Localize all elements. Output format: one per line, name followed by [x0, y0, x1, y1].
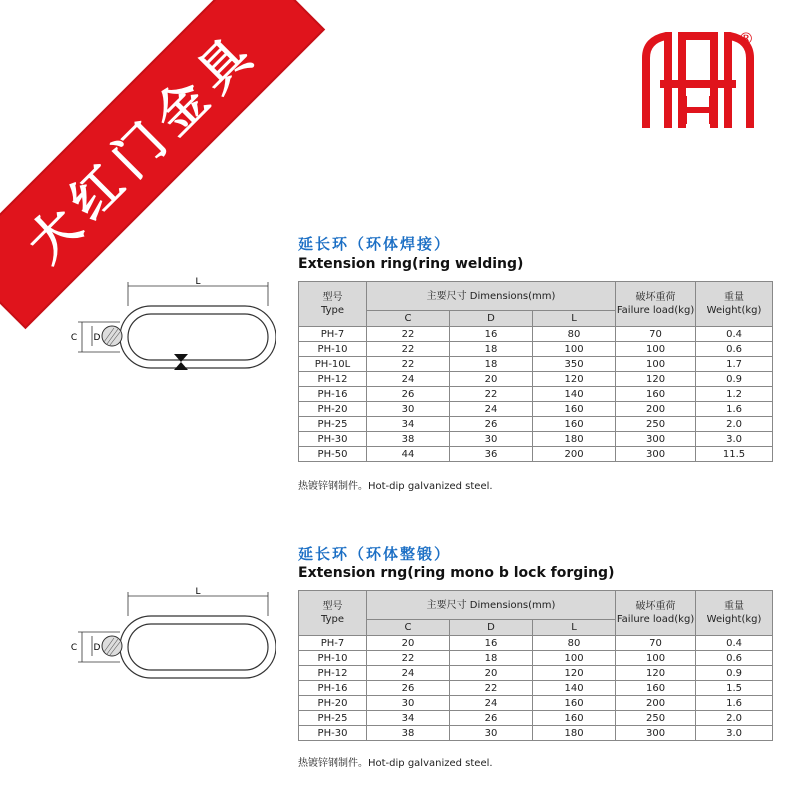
dim-label-C: C — [70, 333, 78, 343]
dim-label-L: L — [195, 587, 201, 597]
header-col-d: D — [450, 620, 533, 636]
cell-weight: 0.4 — [696, 327, 773, 342]
cell-l: 200 — [533, 447, 616, 462]
header-col-l: L — [533, 620, 616, 636]
cell-l: 120 — [533, 372, 616, 387]
section1-ring-drawing — [56, 272, 276, 382]
cell-failure-load: 160 — [616, 681, 696, 696]
cell-d: 16 — [450, 327, 533, 342]
cell-d: 24 — [450, 402, 533, 417]
table-row — [299, 666, 773, 681]
cell-l: 80 — [533, 636, 616, 651]
table-row — [299, 327, 773, 342]
cell-type: PH-7 — [299, 327, 367, 342]
cell-c: 34 — [367, 417, 450, 432]
table-row — [299, 696, 773, 711]
cell-c: 30 — [367, 696, 450, 711]
cell-l: 160 — [533, 417, 616, 432]
brand-banner-text: 大红门金具 — [16, 20, 270, 274]
header-col-d: D — [450, 311, 533, 327]
cell-d: 20 — [450, 666, 533, 681]
cell-c: 22 — [367, 651, 450, 666]
section2-ring-drawing — [56, 582, 276, 682]
cell-c: 24 — [367, 372, 450, 387]
section2-title-cn: 延长环（环体整锻） — [298, 545, 452, 563]
cell-d: 22 — [450, 681, 533, 696]
cell-weight: 2.0 — [696, 711, 773, 726]
brand-logo-icon — [638, 28, 758, 136]
cell-weight: 3.0 — [696, 432, 773, 447]
cell-c: 22 — [367, 342, 450, 357]
dim-label-L: L — [195, 277, 201, 287]
cell-c: 44 — [367, 447, 450, 462]
cell-d: 36 — [450, 447, 533, 462]
cell-d: 26 — [450, 417, 533, 432]
cell-weight: 1.6 — [696, 402, 773, 417]
header-failure-load: 破坏重荷 Failure load(kg) — [616, 591, 696, 636]
cell-d: 20 — [450, 372, 533, 387]
cell-l: 100 — [533, 342, 616, 357]
cell-d: 24 — [450, 696, 533, 711]
cell-d: 16 — [450, 636, 533, 651]
header-col-c: C — [367, 311, 450, 327]
cell-weight: 2.0 — [696, 417, 773, 432]
header-weight: 重量 Weight(kg) — [696, 282, 773, 327]
cell-c: 38 — [367, 726, 450, 741]
cell-l: 120 — [533, 666, 616, 681]
table-row — [299, 726, 773, 741]
cell-l: 160 — [533, 711, 616, 726]
section1-title-en: Extension ring(ring welding) — [298, 256, 524, 272]
cell-d: 18 — [450, 651, 533, 666]
header-type: 型号 Type — [299, 282, 367, 327]
cell-failure-load: 70 — [616, 327, 696, 342]
cell-weight: 1.5 — [696, 681, 773, 696]
cell-c: 26 — [367, 387, 450, 402]
header-dimensions: 主要尺寸 Dimensions(mm) — [367, 591, 616, 620]
cell-failure-load: 100 — [616, 651, 696, 666]
cell-type: PH-16 — [299, 387, 367, 402]
cell-l: 80 — [533, 327, 616, 342]
header-failure-load: 破坏重荷 Failure load(kg) — [616, 282, 696, 327]
table-row — [299, 357, 773, 372]
cell-type: PH-20 — [299, 696, 367, 711]
table-row — [299, 387, 773, 402]
cell-failure-load: 250 — [616, 417, 696, 432]
cell-type: PH-10 — [299, 651, 367, 666]
table-row — [299, 372, 773, 387]
cell-l: 180 — [533, 432, 616, 447]
table-row — [299, 636, 773, 651]
cell-weight: 0.6 — [696, 651, 773, 666]
cell-c: 26 — [367, 681, 450, 696]
table-row — [299, 402, 773, 417]
header-col-c: C — [367, 620, 450, 636]
table-row — [299, 711, 773, 726]
cell-failure-load: 300 — [616, 726, 696, 741]
cell-c: 22 — [367, 357, 450, 372]
cell-failure-load: 70 — [616, 636, 696, 651]
cell-l: 140 — [533, 681, 616, 696]
table-row — [299, 342, 773, 357]
registered-mark: ® — [738, 29, 754, 48]
cell-weight: 0.6 — [696, 342, 773, 357]
cell-failure-load: 160 — [616, 387, 696, 402]
cell-d: 18 — [450, 342, 533, 357]
cell-l: 100 — [533, 651, 616, 666]
cell-failure-load: 200 — [616, 402, 696, 417]
cell-type: PH-10L — [299, 357, 367, 372]
cell-weight: 3.0 — [696, 726, 773, 741]
cell-type: PH-30 — [299, 432, 367, 447]
cell-l: 180 — [533, 726, 616, 741]
table-row — [299, 447, 773, 462]
table-row — [299, 651, 773, 666]
cell-failure-load: 100 — [616, 357, 696, 372]
cell-type: PH-20 — [299, 402, 367, 417]
section2-title-en: Extension rng(ring mono b lock forging) — [298, 565, 615, 581]
header-type: 型号 Type — [299, 591, 367, 636]
cell-type: PH-50 — [299, 447, 367, 462]
cell-type: PH-25 — [299, 711, 367, 726]
section1-spec-table — [298, 281, 773, 462]
cell-c: 24 — [367, 666, 450, 681]
cell-d: 30 — [450, 726, 533, 741]
cell-l: 160 — [533, 696, 616, 711]
cell-type: PH-30 — [299, 726, 367, 741]
header-col-l: L — [533, 311, 616, 327]
dim-label-C: C — [70, 643, 78, 653]
cell-weight: 1.6 — [696, 696, 773, 711]
cell-type: PH-10 — [299, 342, 367, 357]
cell-c: 20 — [367, 636, 450, 651]
cell-failure-load: 200 — [616, 696, 696, 711]
cell-d: 26 — [450, 711, 533, 726]
table-row — [299, 681, 773, 696]
section2-material-note: 热镀锌钢制件。Hot-dip galvanized steel. — [298, 758, 493, 769]
cell-type: PH-16 — [299, 681, 367, 696]
cell-l: 160 — [533, 402, 616, 417]
section1-material-note: 热镀锌钢制件。Hot-dip galvanized steel. — [298, 481, 493, 492]
cell-l: 140 — [533, 387, 616, 402]
cell-weight: 0.9 — [696, 372, 773, 387]
cell-type: PH-12 — [299, 372, 367, 387]
table-row — [299, 432, 773, 447]
cell-failure-load: 300 — [616, 432, 696, 447]
cell-d: 22 — [450, 387, 533, 402]
cell-weight: 1.7 — [696, 357, 773, 372]
cell-weight: 0.9 — [696, 666, 773, 681]
cell-failure-load: 120 — [616, 372, 696, 387]
cell-failure-load: 300 — [616, 447, 696, 462]
cell-c: 22 — [367, 327, 450, 342]
cell-c: 34 — [367, 711, 450, 726]
cell-failure-load: 120 — [616, 666, 696, 681]
header-dimensions: 主要尺寸 Dimensions(mm) — [367, 282, 616, 311]
cell-weight: 11.5 — [696, 447, 773, 462]
cell-c: 30 — [367, 402, 450, 417]
cell-d: 18 — [450, 357, 533, 372]
cell-failure-load: 250 — [616, 711, 696, 726]
cell-weight: 1.2 — [696, 387, 773, 402]
cell-l: 350 — [533, 357, 616, 372]
cell-type: PH-12 — [299, 666, 367, 681]
table-row — [299, 417, 773, 432]
section2-spec-table — [298, 590, 773, 741]
section1-title-cn: 延长环（环体焊接） — [298, 235, 452, 253]
cell-type: PH-7 — [299, 636, 367, 651]
cell-c: 38 — [367, 432, 450, 447]
dim-label-D: D — [93, 643, 101, 653]
cell-weight: 0.4 — [696, 636, 773, 651]
cell-failure-load: 100 — [616, 342, 696, 357]
header-weight: 重量 Weight(kg) — [696, 591, 773, 636]
cell-type: PH-25 — [299, 417, 367, 432]
dim-label-D: D — [93, 333, 101, 343]
cell-d: 30 — [450, 432, 533, 447]
